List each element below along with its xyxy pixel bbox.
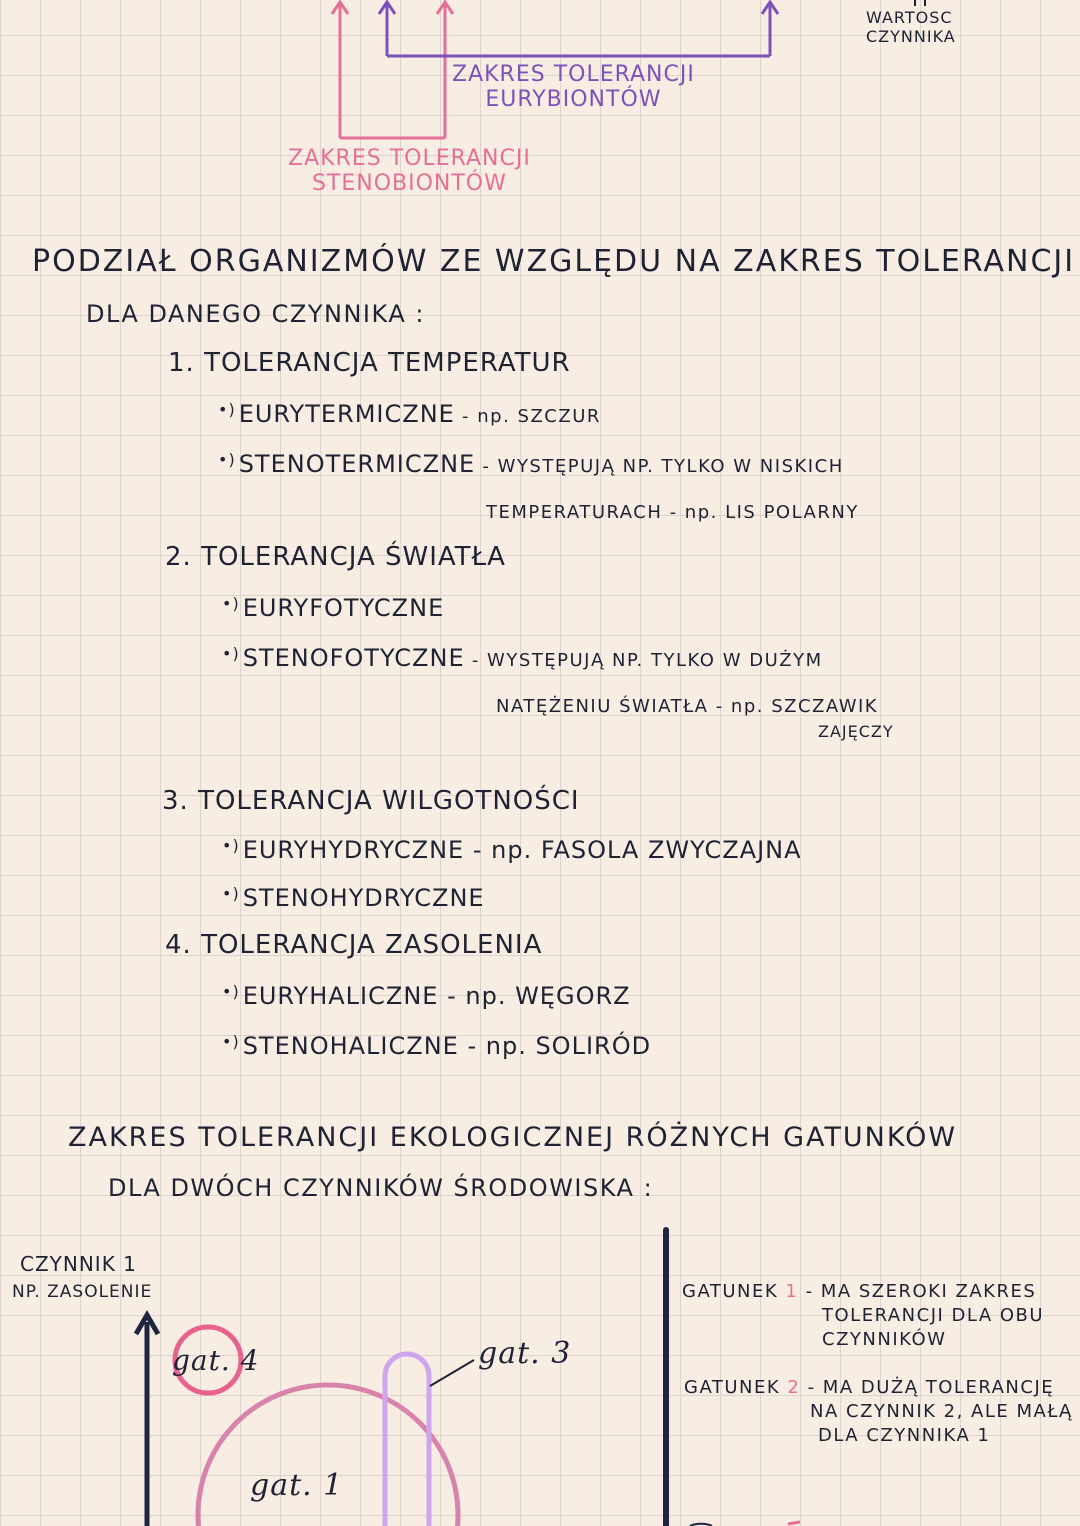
legend-item-2: GATUNEK 2 - MA DUŻĄ TOLERANCJĘ NA CZYNNIK 2, ALE MAŁĄ DLA CZYNNIKA 1 xyxy=(684,1377,1073,1446)
next-legend-number-hint xyxy=(788,1522,800,1524)
bullet-marker: •) xyxy=(222,594,240,613)
group-temperature-item-steno: •) STENOTERMICZNE - WYSTĘPUJĄ NP. TYLKO W NISKICH xyxy=(218,450,844,478)
group-light-heading: 2. TOLERANCJA ŚWIATŁA xyxy=(165,542,506,572)
section2-subtitle: DLA DWÓCH CZYNNIKÓW ŚRODOWISKA : xyxy=(108,1174,654,1202)
bullet-marker: •) xyxy=(218,450,236,469)
bullet-marker: •) xyxy=(222,836,240,855)
group-temperature-heading: 1. TOLERANCJA TEMPERATUR xyxy=(168,348,571,378)
group-humidity-item-steno: •) STENOHYDRYCZNE xyxy=(222,884,485,912)
steno-range-bracket xyxy=(332,2,453,138)
group-temperature-item-eury: •) EURYTERMICZNE - np. SZCZUR xyxy=(218,400,601,428)
group-light-item-steno-cont: NATĘŻENIU ŚWIATŁA - np. SZCZAWIK xyxy=(496,696,879,717)
label-gat3: gat. 3 xyxy=(478,1336,572,1371)
group-humidity-item-eury: •) EURYHYDRYCZNE - np. FASOLA ZWYCZAJNA xyxy=(222,836,802,864)
section1-title: PODZIAŁ ORGANIZMÓW ZE WZGLĘDU NA ZAKRES TOLERANCJI xyxy=(32,244,1076,279)
group-salinity-item-eury: •) EURYHALICZNE - np. WĘGORZ xyxy=(222,982,631,1010)
gat1-range-circle xyxy=(198,1385,458,1526)
bullet-marker: •) xyxy=(222,644,240,663)
factor-axis-tick xyxy=(915,0,925,6)
group-light-item-eury: •) EURYFOTYCZNE xyxy=(222,594,445,622)
group-light-item-steno: •) STENOFOTYCZNE - WYSTĘPUJĄ NP. TYLKO W DUŻYM xyxy=(222,644,823,672)
label-gat1: gat. 1 xyxy=(250,1468,344,1503)
group-salinity-heading: 4. TOLERANCJA ZASOLENIA xyxy=(165,930,543,960)
group-humidity-heading: 3. TOLERANCJA WILGOTNOŚCI xyxy=(162,786,580,816)
gat3-pointer-line xyxy=(430,1360,474,1386)
legend-item-1: GATUNEK 1 - MA SZEROKI ZAKRES TOLERANCJI DLA OBU CZYNNIKÓW xyxy=(682,1281,1045,1350)
bullet-marker: •) xyxy=(218,400,236,419)
steno-range-label: ZAKRES TOLERANCJI STENOBIONTÓW xyxy=(288,146,531,196)
eury-range-label: ZAKRES TOLERANCJI EURYBIONTÓW xyxy=(452,62,695,112)
factor-value-label: WARTOSC CZYNNIKA xyxy=(866,8,956,46)
group-temperature-item-steno-cont: TEMPERATURACH - np. LIS POLARNY xyxy=(486,502,859,523)
gat3-range-capsule xyxy=(385,1354,429,1526)
group-light-item-steno-cont2: ZAJĘCZY xyxy=(818,722,894,741)
y-axis-label: CZYNNIK 1 NP. ZASOLENIE xyxy=(12,1252,153,1302)
label-gat4: gat. 4 xyxy=(172,1344,260,1377)
bullet-marker: •) xyxy=(222,982,240,1001)
section1-subtitle: DLA DANEGO CZYNNIKA : xyxy=(86,300,425,328)
group-salinity-item-steno: •) STENOHALICZNE - np. SOLIRÓD xyxy=(222,1032,652,1060)
bullet-marker: •) xyxy=(222,884,240,903)
section2-title: ZAKRES TOLERANCJI EKOLOGICZNEJ RÓŻNYCH GATUNKÓW xyxy=(68,1122,958,1153)
bullet-marker: •) xyxy=(222,1032,240,1051)
